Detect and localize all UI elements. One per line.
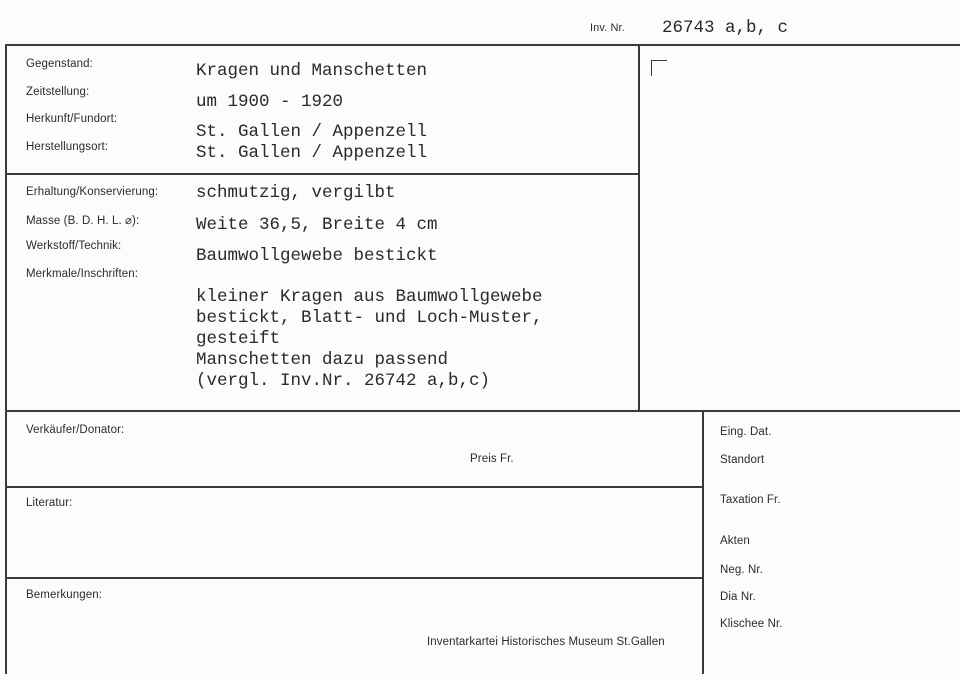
akten-label: Akten <box>720 535 750 547</box>
taxation-label: Taxation Fr. <box>720 494 781 506</box>
masse-value: Weite 36,5, Breite 4 cm <box>196 215 438 235</box>
klischee-nr-label: Klischee Nr. <box>720 618 783 630</box>
rule-section-4 <box>5 577 703 579</box>
merkmale-value: kleiner Kragen aus Baumwollgewebe bestickt, Blatt- und Loch-Muster, gesteift Manschetten dazu passend (vergl. Inv.Nr. 26742 a,b,c) <box>196 287 543 391</box>
herstellungsort-value: St. Gallen / Appenzell <box>196 143 428 163</box>
card-footer: Inventarkartei Historisches Museum St.Gallen <box>427 636 665 648</box>
rule-section-2 <box>5 410 960 412</box>
werkstoff-value: Baumwollgewebe bestickt <box>196 246 438 266</box>
zeitstellung-label: Zeitstellung: <box>26 86 90 98</box>
gegenstand-value: Kragen und Manschetten <box>196 61 428 81</box>
verkaeufer-label: Verkäufer/Donator: <box>26 424 125 436</box>
rule-section-3 <box>5 486 703 488</box>
merkmale-label: Merkmale/Inschriften: <box>26 268 139 280</box>
neg-nr-label: Neg. Nr. <box>720 564 763 576</box>
herstellungsort-label: Herstellungsort: <box>26 141 109 153</box>
rule-vertical-lower <box>702 410 704 674</box>
werkstoff-label: Werkstoff/Technik: <box>26 240 122 252</box>
literatur-label: Literatur: <box>26 497 73 509</box>
gegenstand-label: Gegenstand: <box>26 58 93 70</box>
eing-dat-label: Eing. Dat. <box>720 426 772 438</box>
dia-nr-label: Dia Nr. <box>720 591 756 603</box>
masse-label: Masse (B. D. H. L. ⌀): <box>26 215 140 227</box>
zeitstellung-value: um 1900 - 1920 <box>196 92 344 112</box>
corner-mark <box>651 60 667 76</box>
herkunft-value: St. Gallen / Appenzell <box>196 122 428 142</box>
standort-label: Standort <box>720 454 765 466</box>
herkunft-label: Herkunft/Fundort: <box>26 113 118 125</box>
inv-nr-value: 26743 a,b, c <box>662 18 789 38</box>
inv-nr-label: Inv. Nr. <box>590 22 625 34</box>
rule-top <box>5 44 960 46</box>
erhaltung-label: Erhaltung/Konservierung: <box>26 186 159 198</box>
rule-section-1 <box>5 173 639 175</box>
erhaltung-value: schmutzig, vergilbt <box>196 183 396 203</box>
rule-left-border <box>5 44 7 674</box>
rule-vertical-upper <box>638 44 640 411</box>
preis-label: Preis Fr. <box>470 453 514 465</box>
bemerkungen-label: Bemerkungen: <box>26 589 102 601</box>
